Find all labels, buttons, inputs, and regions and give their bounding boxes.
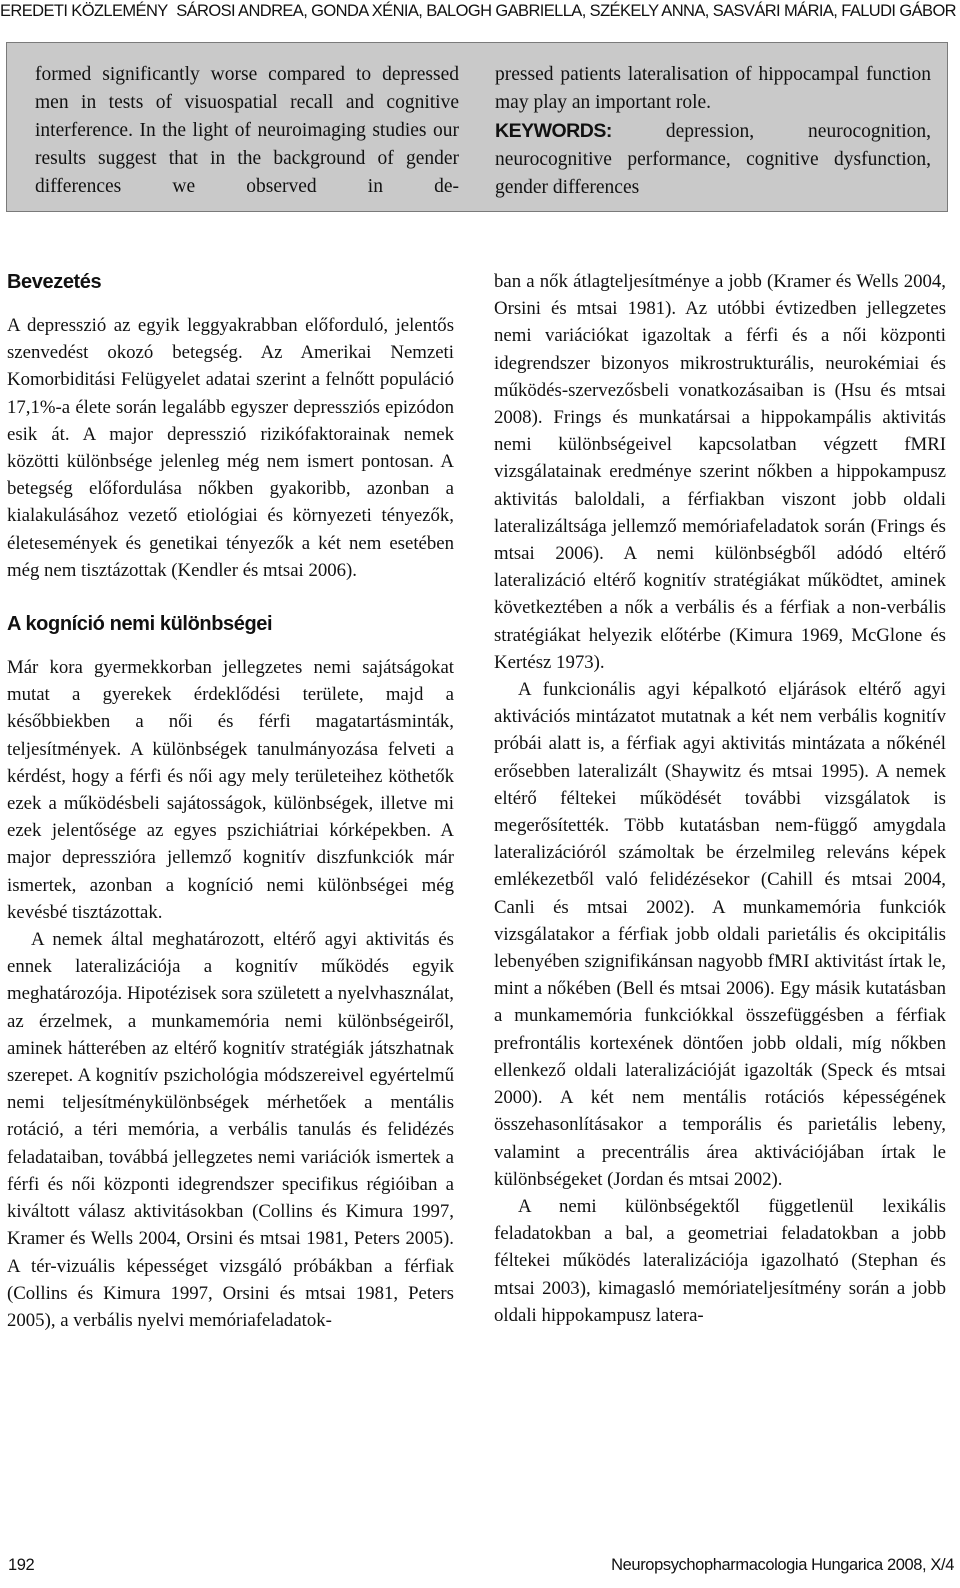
abstract-box bbox=[6, 42, 948, 212]
paragraph: A nemek által meghatározott, eltérő agyi aktivitás és ennek lateralizációja a kognitív működés egyik meghatározója. Hipotézisek sora született a nyelvhasználat, az érzelmek, a munkamemória nemi különbségeiről, aminek hátterében az eltérő kognitív stratégiák játszhatnak szerepet. A kognitív pszichológia módszereivel egyértelmű nemi teljesítménykülönbségek mérhetőek a mentális rotáció, a téri memória, a verbális tanulás és felidézés feladataiban, továbbá jellegzetes nemi variációk ismertek a férfi és női központi idegrendszer specifikus régióiban a kiváltott válasz aktivitásokban (Collins és Kimura 1997, Kramer és Wells 2004, Orsini és mtsai 1981, Peters 2005). A tér-vizuális képességet vizsgáló próbákban a férfiak (Collins és Kimura 1997, Orsini és mtsai 1981, Peters 2005), a verbális nyelvi memóriafeladatok- bbox=[7, 929, 454, 1331]
paragraph: A depresszió az egyik leggyakrabban előforduló, jelentős szenvedést okozó betegség. Az Amerikai Nemzeti Komorbiditási Felügyelet adatai szerint a felnőtt populáció 17,1%-a élete során legalább egyszer depressziós epizódon esik át. A major depresszió rizikófaktorainak nemek közötti különbsége jelenleg még nem ismert pontosan. A betegség előfordulása nőkben gyakoribb, azonban a kialakulásához vezető etiológiai és környezeti tényezők, életesemények és genetikai tényezők a két nem esetében még nem tisztázottak (Kendler és mtsai 2006). bbox=[7, 315, 454, 581]
paragraph: A nemi különbségektől függetlenül lexikális feladatokban a bal, a geometriai feladatokban a jobb féltekei működés lateralizációja igazolható (Stephan és mtsai 2003), kimagasló memóriateljesítmény során a jobb oldali hippokampusz latera- bbox=[494, 1195, 946, 1326]
abstract-right-column bbox=[495, 61, 931, 202]
page-number: 192 bbox=[8, 1556, 35, 1574]
section-heading-cognition: A kogníció nemi különbségei bbox=[7, 613, 273, 636]
running-header bbox=[0, 0, 960, 30]
body-right-column bbox=[494, 268, 946, 1329]
section-label: EREDETI KÖZLEMÉNY bbox=[0, 2, 168, 20]
abstract-left-column: formed significantly worse compared to depressed men in tests of visuospatial recall and cognitive interference. In the light of neuroimaging studies our results suggest that in the background of gender differences we observed in de- bbox=[35, 64, 459, 197]
journal-citation: Neuropsychopharmacologia Hungarica 2008, X/4 bbox=[611, 1556, 954, 1574]
page-footer bbox=[0, 1556, 960, 1584]
abstract-continuation: pressed patients lateralisation of hippocampal function may play an important role. bbox=[495, 64, 931, 113]
paragraph: Már kora gyermekkorban jellegzetes nemi sajátságokat mutat a gyerekek érdeklődési területe, majd a későbbiekben a női és férfi magatartásminták, teljesítmények. A különbségek tanulmányozása felveti a kérdést, hogy a férfi és női agy mely területeihez köthetők ezek a működésbeli sajátosságok, különbségek, illetve mi ezek jelentősége az egyes pszichiátriai kórképekben. A major depresszióra jellemző kognitív diszfunkciók már ismertek, azonban a kogníció nemi különbségei még kevésbé tisztázottak. bbox=[7, 657, 454, 923]
section-heading-intro: Bevezetés bbox=[7, 271, 102, 293]
keywords-label: KEYWORDS: bbox=[495, 120, 612, 142]
keywords-text: depression, neurocognition, neurocognitive performance, cognitive dysfunction, gender differences bbox=[495, 121, 931, 198]
author-list: SÁROSI ANDREA, GONDA XÉNIA, BALOGH GABRIELLA, SZÉKELY ANNA, SASVÁRI MÁRIA, FALUDI GÁBOR bbox=[176, 2, 956, 20]
paragraph: A funkcionális agyi képalkotó eljárások eltérő agyi aktivációs mintázatot mutatnak a két nem verbális kognitív próbái alatt is, a férfiak agyi aktivitás mintázata a nőkénél erősebben lateralizált (Shaywitz és mtsai 1995). A nemek eltérő féltekei működését további vizsgálatok is megerősítették. Több kutatásban nem-függő amygdala lateralizációról számoltak be érzelmileg releváns képek emlékezetből való felidézésekor (Cahill és mtsai 2004, Canli és mtsai 2002). A munkamemória funkciók vizsgálatakor a férfiak jobb oldali parietális és okcipitális lebenyében szignifikánsan nagyobb fMRI aktivitást írtak le, mint a nőkében (Bell és mtsai 2006). Egy másik kutatásban a munkamemória funkciókkal összefüggésben a férfiak prefrontális kortexének döntően jobb oldali, míg nőkben ellenkező oldali lateralizációját igazolták (Speck és mtsai 2000). A két nem mentális rotációs képességének összehasonlításakor a temporális és parietális lebeny, valamint a precentrális área aktivációjában írtak le különbségeket (Jordan és mtsai 2002). bbox=[494, 679, 946, 1190]
body-left-column bbox=[7, 268, 454, 1334]
paragraph: ban a nők átlagteljesítménye a jobb (Kramer és Wells 2004, Orsini és mtsai 1981). Az utóbbi évtizedben jellegzetes nemi variációkat igazoltak a férfi és a női központi idegrendszer bizonyos mikrostrukturális, neurokémiai és működés-szervezősbeli vonatkozásaiban is (Hsu és mtsai 2008). Frings és munkatársai a hippokampális aktivitás nemi különbségeivel kapcsolatban végzett fMRI vizsgálatainak eredménye szerint nőkben a hippokampusz aktivitás baloldali, a férfiakban viszont jobb oldali lateralizáltsága jellemző memóriafeladatok során (Frings és mtsai 2006). A nemi különbségből adódó eltérő lateralizáció eltérő kognitív stratégiákat működtet, aminek következtében a nők a verbális és a férfiak a non-verbális stratégiákat helyezik előtérbe (Kimura 1969, McGlone és Kertész 1973). bbox=[494, 271, 946, 673]
